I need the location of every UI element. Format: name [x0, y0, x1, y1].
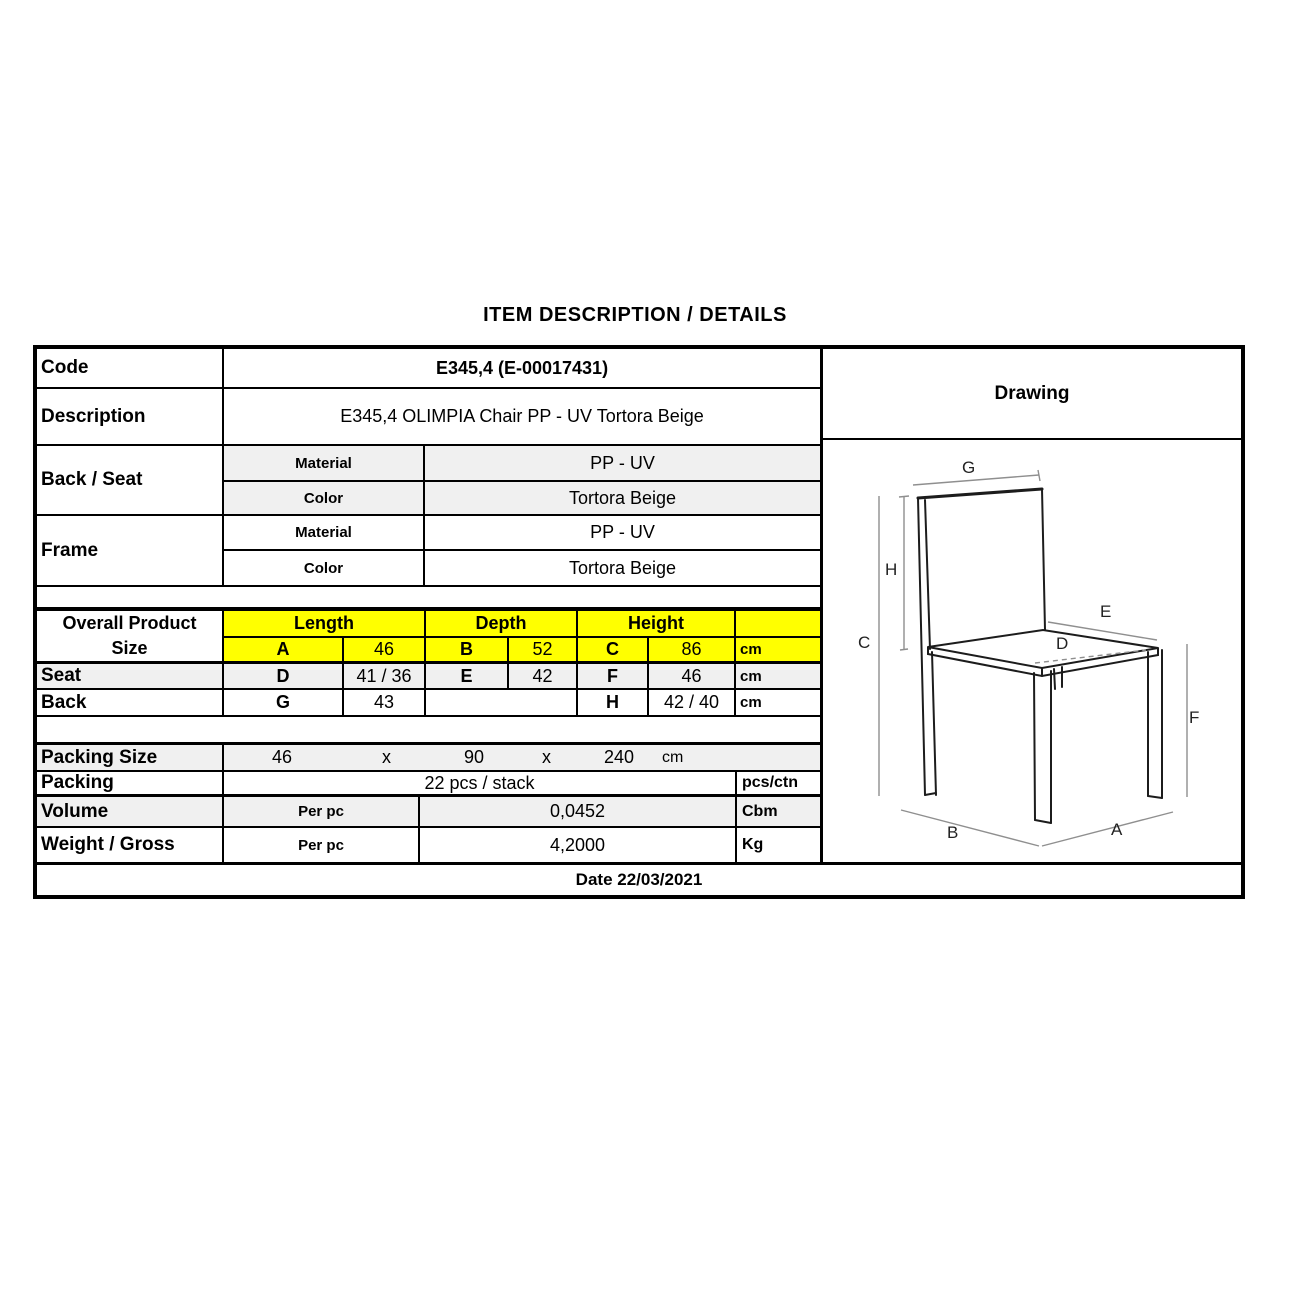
- seat-label: Seat: [37, 664, 224, 688]
- date-value: Date 22/03/2021: [575, 870, 703, 889]
- spec-table: [33, 345, 1245, 899]
- dim-value-c: 86: [649, 638, 736, 661]
- packing-row: [37, 772, 820, 797]
- dim-key-d: D: [224, 664, 344, 688]
- dim-key-g: G: [224, 690, 344, 715]
- size-header-empty-cell: [736, 611, 820, 636]
- dim-value-d: 41 / 36: [344, 664, 426, 688]
- page-title: ITEM DESCRIPTION / DETAILS: [483, 304, 787, 326]
- description-label: Description: [37, 389, 224, 444]
- packing-size-unit: cm: [662, 748, 684, 766]
- code-value: E345,4 (E-00017431): [435, 357, 609, 378]
- back-seat-color-label: Color: [224, 482, 425, 514]
- back-seat-material-label: Material: [224, 446, 425, 480]
- description-value: E345,4 OLIMPIA Chair PP - UV Tortora Beige: [340, 406, 704, 426]
- back-row-empty-cell: [426, 690, 578, 715]
- packing-unit: pcs/ctn: [742, 774, 799, 791]
- back-unit: cm: [740, 694, 762, 711]
- volume-label: Volume: [37, 797, 224, 826]
- dim-key-f: F: [578, 664, 649, 688]
- dim-value-h: 42 / 40: [649, 690, 736, 715]
- packing-size-x1: x: [382, 747, 391, 767]
- back-seat-material-value: PP - UV: [425, 446, 820, 480]
- height-header: Height: [578, 611, 736, 636]
- packing-size-w: 46: [272, 747, 293, 767]
- frame-material-value: PP - UV: [590, 522, 655, 542]
- overall-size-row: [224, 638, 820, 664]
- back-size-row: [37, 690, 820, 717]
- seat-unit: cm: [736, 664, 820, 688]
- packing-size-values: [224, 745, 820, 770]
- table-row: [224, 516, 820, 551]
- dim-key-h: H: [578, 690, 649, 715]
- dim-value-f: 46: [649, 664, 736, 688]
- dim-label-d: D: [1056, 634, 1069, 653]
- dim-value-g: 43: [344, 690, 426, 715]
- packing-value: 22 pcs / stack: [224, 772, 737, 794]
- weight-row: [37, 828, 820, 862]
- chair-drawing: [823, 440, 1241, 862]
- table-row: [224, 482, 820, 516]
- drawing-header: Drawing: [823, 349, 1241, 440]
- overall-product-size-label: [37, 611, 224, 664]
- code-label: Code: [37, 349, 224, 387]
- chair-sketch-svg: [823, 440, 1244, 862]
- dim-key-b: B: [426, 638, 509, 661]
- weight-per: Per pc: [224, 828, 420, 862]
- back-seat-label: Back / Seat: [37, 446, 224, 516]
- dim-key-e: E: [426, 664, 509, 688]
- weight-label: Weight / Gross: [37, 828, 224, 862]
- volume-value: 0,0452: [420, 797, 737, 826]
- dim-label-g: G: [962, 458, 976, 477]
- dim-value-a: 46: [344, 638, 426, 661]
- packing-size-row: [37, 745, 820, 772]
- dim-value-e: 42: [509, 664, 578, 688]
- volume-row: [37, 797, 820, 828]
- back-seat-color-value: Tortora Beige: [425, 482, 820, 514]
- dim-key-a: A: [224, 638, 344, 661]
- packing-size-d: 90: [464, 747, 485, 767]
- depth-header: Depth: [426, 611, 578, 636]
- dim-label-h: H: [885, 560, 898, 579]
- table-row: [224, 551, 820, 587]
- volume-per: Per pc: [224, 797, 420, 826]
- dim-value-b: 52: [509, 638, 578, 661]
- frame-color-label: Color: [224, 551, 425, 585]
- dim-key-c: C: [578, 638, 649, 661]
- dim-label-a: A: [1111, 820, 1123, 839]
- length-header: Length: [224, 611, 426, 636]
- frame-label: Frame: [37, 516, 224, 587]
- drawing-section: [820, 349, 1241, 862]
- dim-label-c: C: [858, 633, 871, 652]
- frame-material-label: Material: [224, 516, 425, 549]
- table-row: [37, 349, 820, 389]
- packing-size-label: Packing Size: [37, 745, 224, 770]
- back-label: Back: [37, 690, 224, 715]
- weight-value: 4,2000: [420, 828, 737, 862]
- date-row: [37, 862, 1241, 895]
- packing-label: Packing: [37, 772, 224, 794]
- overall-product-line2: Size: [111, 638, 148, 658]
- spacer-row: [37, 717, 820, 745]
- table-row: [37, 389, 820, 446]
- dim-label-e: E: [1100, 602, 1112, 621]
- packing-size-h: 240: [604, 747, 635, 767]
- seat-size-row: [37, 664, 820, 690]
- dim-label-b: B: [947, 823, 959, 842]
- volume-unit: Cbm: [737, 797, 820, 826]
- dim-label-f: F: [1189, 708, 1200, 727]
- size-header-row: [224, 611, 820, 638]
- packing-size-x2: x: [542, 747, 551, 767]
- spacer-row: [37, 587, 820, 611]
- overall-product-line1: Overall Product: [62, 613, 197, 633]
- weight-unit: Kg: [742, 836, 764, 853]
- overall-unit: cm: [736, 638, 820, 661]
- table-row: [224, 446, 820, 482]
- frame-color-value: Tortora Beige: [568, 557, 677, 578]
